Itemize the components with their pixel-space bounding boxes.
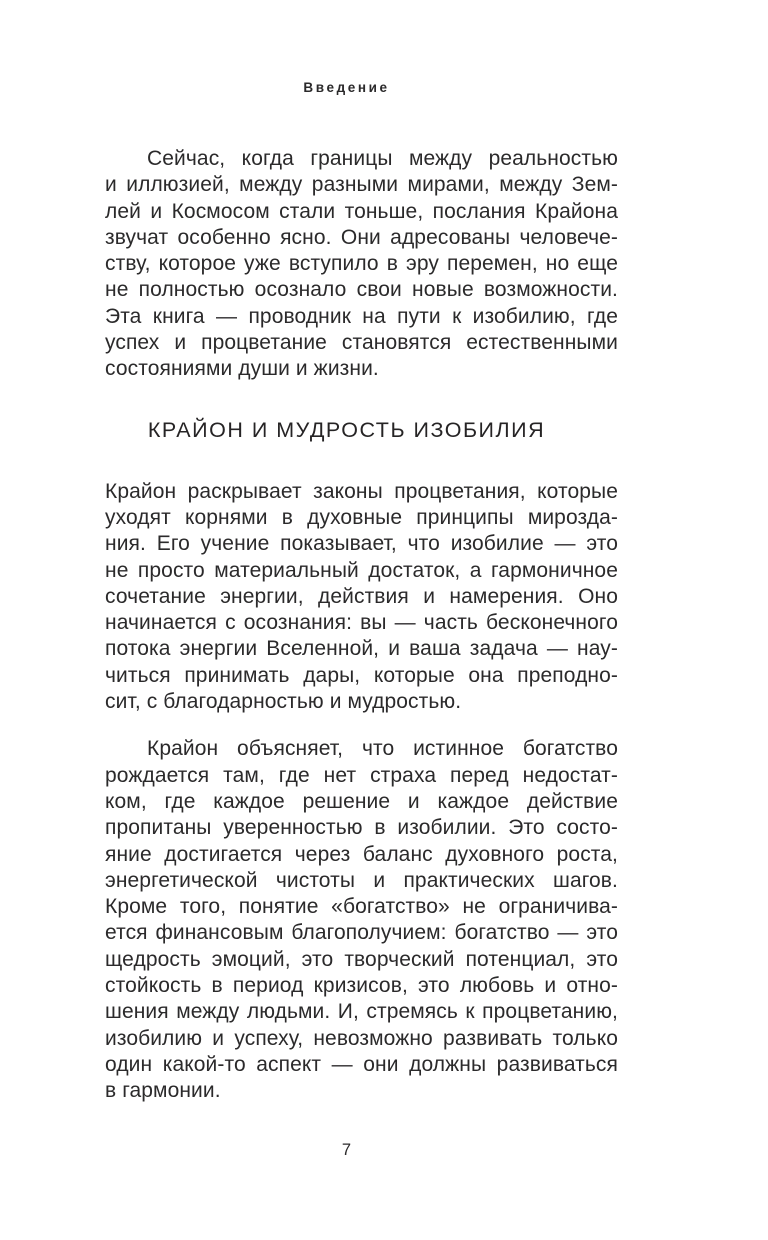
- paragraph: [105, 736, 618, 1104]
- text-line: в гармонии.: [105, 1079, 221, 1103]
- section-heading: КРАЙОН И МУДРОСТЬ ИЗОБИЛИЯ: [147, 417, 546, 442]
- text-line: изобилию и успеху, невозможно развивать только: [105, 1026, 618, 1050]
- text-line: начинается с осознания: вы — часть бесконечного: [105, 611, 618, 635]
- text-line: энергетической чистоты и практических шагов.: [105, 868, 618, 892]
- text-line: рождается там, где нет страха перед недостат-: [105, 763, 618, 787]
- text-line: состояниями души и жизни.: [105, 357, 379, 381]
- text-line: ству, которое уже вступило в эру перемен, но еще: [105, 252, 618, 276]
- paragraph: [105, 479, 618, 716]
- text-line: сочетание энергии, действия и намерения. Оно: [105, 584, 618, 608]
- text-line: ния. Его учение показывает, что изобилие — это: [105, 532, 618, 556]
- text-line: не полностью осознало свои новые возможности.: [105, 278, 618, 302]
- text-line: пропитаны уверенностью в изобилии. Это состо-: [105, 816, 618, 840]
- text-line: Сейчас, когда границы между реальностью: [147, 147, 618, 170]
- text-line: яние достигается через баланс духовного роста,: [105, 842, 618, 866]
- text-line: стойкость в период кризисов, это любовь и отно-: [105, 974, 618, 998]
- paragraph: [105, 146, 618, 383]
- text-line: Кроме того, понятие «богатство» не ограничива-: [105, 895, 618, 919]
- text-line: потока энергии Вселенной, и ваша задача — нау-: [105, 637, 618, 661]
- text-line: Крайон раскрывает законы процветания, которые: [105, 479, 618, 503]
- text-line: звучат особенно ясно. Они адресованы человече-: [105, 225, 618, 249]
- text-line: сит, с благодарностью и мудростью.: [105, 690, 462, 714]
- text-line: один какой-то аспект — они должны развиваться: [105, 1052, 618, 1076]
- text-line: не просто материальный достаток, а гармоничное: [105, 558, 618, 582]
- page-content: [105, 146, 618, 1105]
- text-line: Крайон объясняет, что истинное богатство: [147, 737, 618, 761]
- text-line: Эта книга — проводник на пути к изобилию, где: [105, 304, 618, 328]
- text-line: ется финансовым благополучием: богатство — это: [105, 921, 618, 945]
- text-line: ком, где каждое решение и каждое действие: [105, 789, 618, 813]
- text-line: уходят корнями в духовные принципы мирозда-: [105, 505, 618, 529]
- text-line: шения между людьми. И, стремясь к процветанию,: [105, 1000, 618, 1024]
- text-line: и иллюзией, между разными мирами, между Зем-: [105, 173, 618, 197]
- text-line: щедрость эмоций, это творческий потенциал, это: [105, 947, 618, 971]
- running-header: Введение: [303, 80, 390, 95]
- text-line: успех и процветание становятся естественными: [105, 331, 618, 355]
- text-line: лей и Космосом стали тоньше, послания Крайона: [105, 199, 618, 223]
- text-line: читься принимать дары, которые она преподно-: [105, 663, 618, 687]
- page-number: 7: [341, 1141, 352, 1159]
